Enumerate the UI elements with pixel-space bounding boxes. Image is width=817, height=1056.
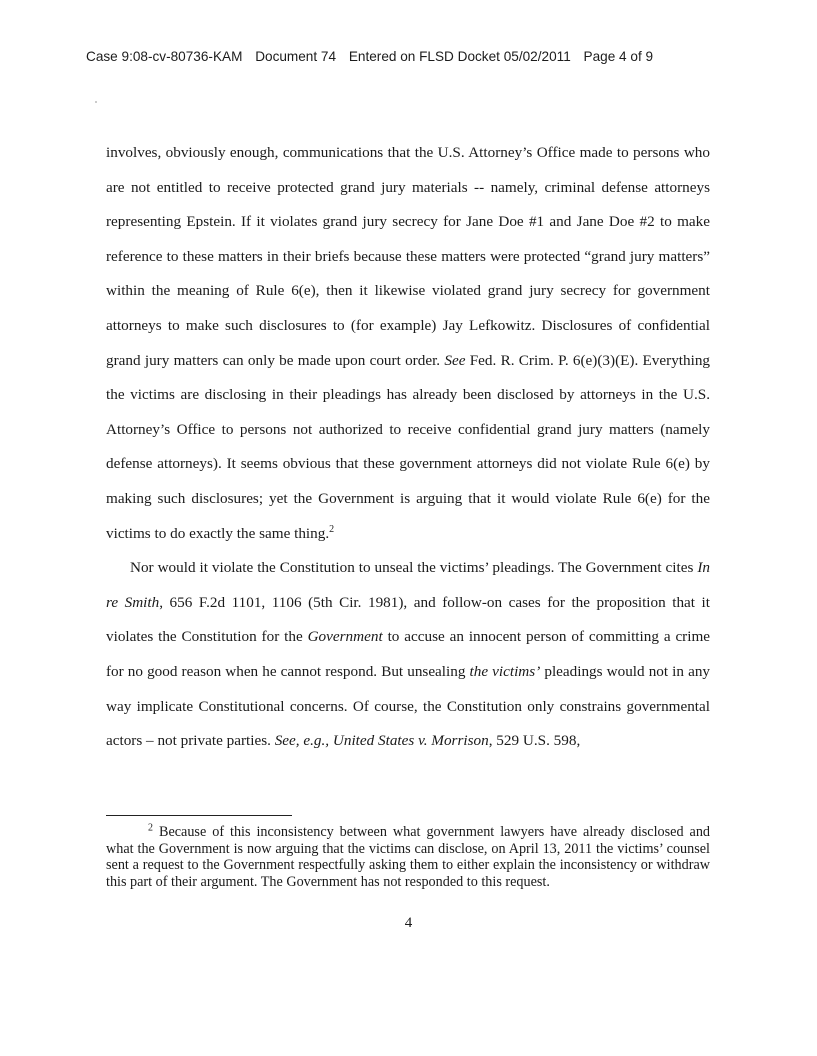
citation-signal: See <box>444 351 466 369</box>
page-indicator: Page 4 of 9 <box>583 49 654 64</box>
text-run: Nor would it violate the Constitution to unseal the victims’ pleadings. The Government cites <box>130 559 694 577</box>
docket-header <box>86 49 746 64</box>
body-text <box>106 136 710 759</box>
text-run: Fed. R. Crim. P. 6(e)(3)(E). Everything the victims are disclosing in their pleadings has already been disclosed by attorneys in the U.S. Attorney’s Office to persons not authorized to receive confidential grand jury matters (namely defense attorneys). It seems obvious that these government attorneys did not violate Rule 6(e) by making such disclosures; yet the Government is arguing that it would violate Rule 6(e) for the victims to do exactly the same thing. <box>106 351 711 542</box>
footnote <box>106 824 710 890</box>
case-citation: In re Smith <box>106 559 711 611</box>
case-number: Case 9:08-cv-80736-KAM <box>86 49 243 64</box>
text-run: involves, obviously enough, communications that the U.S. Attorney’s Office made to persons who are not entitled to receive protected grand jury materials -- namely, criminal defense attorneys representing Epstein. If it violates grand jury secrecy for Jane Doe #1 and Jane Doe #2 to make reference to these matters in their briefs because these matters were protected “grand jury matters” within the meaning of Rule 6(e), then it likewise violated grand jury secrecy for government attorneys to make such disclosures to (for example) Jay Lefkowitz. Disclosures of confidential grand jury matters can only be made upon court order. <box>106 144 710 369</box>
text-run: pleadings would not in any way implicate Constitutional concerns. Of course, the Constitution only constrains governmental actors – not private parties. <box>106 662 711 750</box>
page-number: 4 <box>404 915 413 931</box>
footnote-number: 2 <box>148 822 153 834</box>
text-run: , 656 F.2d 1101, 1106 (5th Cir. 1981), and follow-on cases for the proposition that it violates the Constitution for the <box>106 593 710 646</box>
document-number: Document 74 <box>255 49 337 64</box>
emphasis: Government <box>307 628 383 646</box>
footnote-ref: 2 <box>329 523 335 535</box>
text-run: to accuse an innocent person of committing a crime for no good reason when he cannot respond. But unsealing <box>106 628 711 680</box>
text-run: , 529 U.S. 598, <box>488 732 581 750</box>
case-citation: See, e.g., United States v. Morrison <box>274 732 489 750</box>
emphasis: the victims’ <box>469 662 541 680</box>
footnote-text: Because of this inconsistency between what government lawyers have already disclosed and what the Government is now arguing that the victims can disclose, on April 13, 2011 the victims’ counsel sent a request to the Government respectfully asking them to either explain the inconsistency or withdraw this part of their argument. The Government has not responded to this request. <box>106 824 711 890</box>
paragraph-2 <box>106 551 710 759</box>
paragraph-1 <box>106 136 710 551</box>
footnote-divider <box>106 815 292 816</box>
scan-speck <box>95 101 97 103</box>
docket-entry: Entered on FLSD Docket 05/02/2011 <box>348 49 571 64</box>
